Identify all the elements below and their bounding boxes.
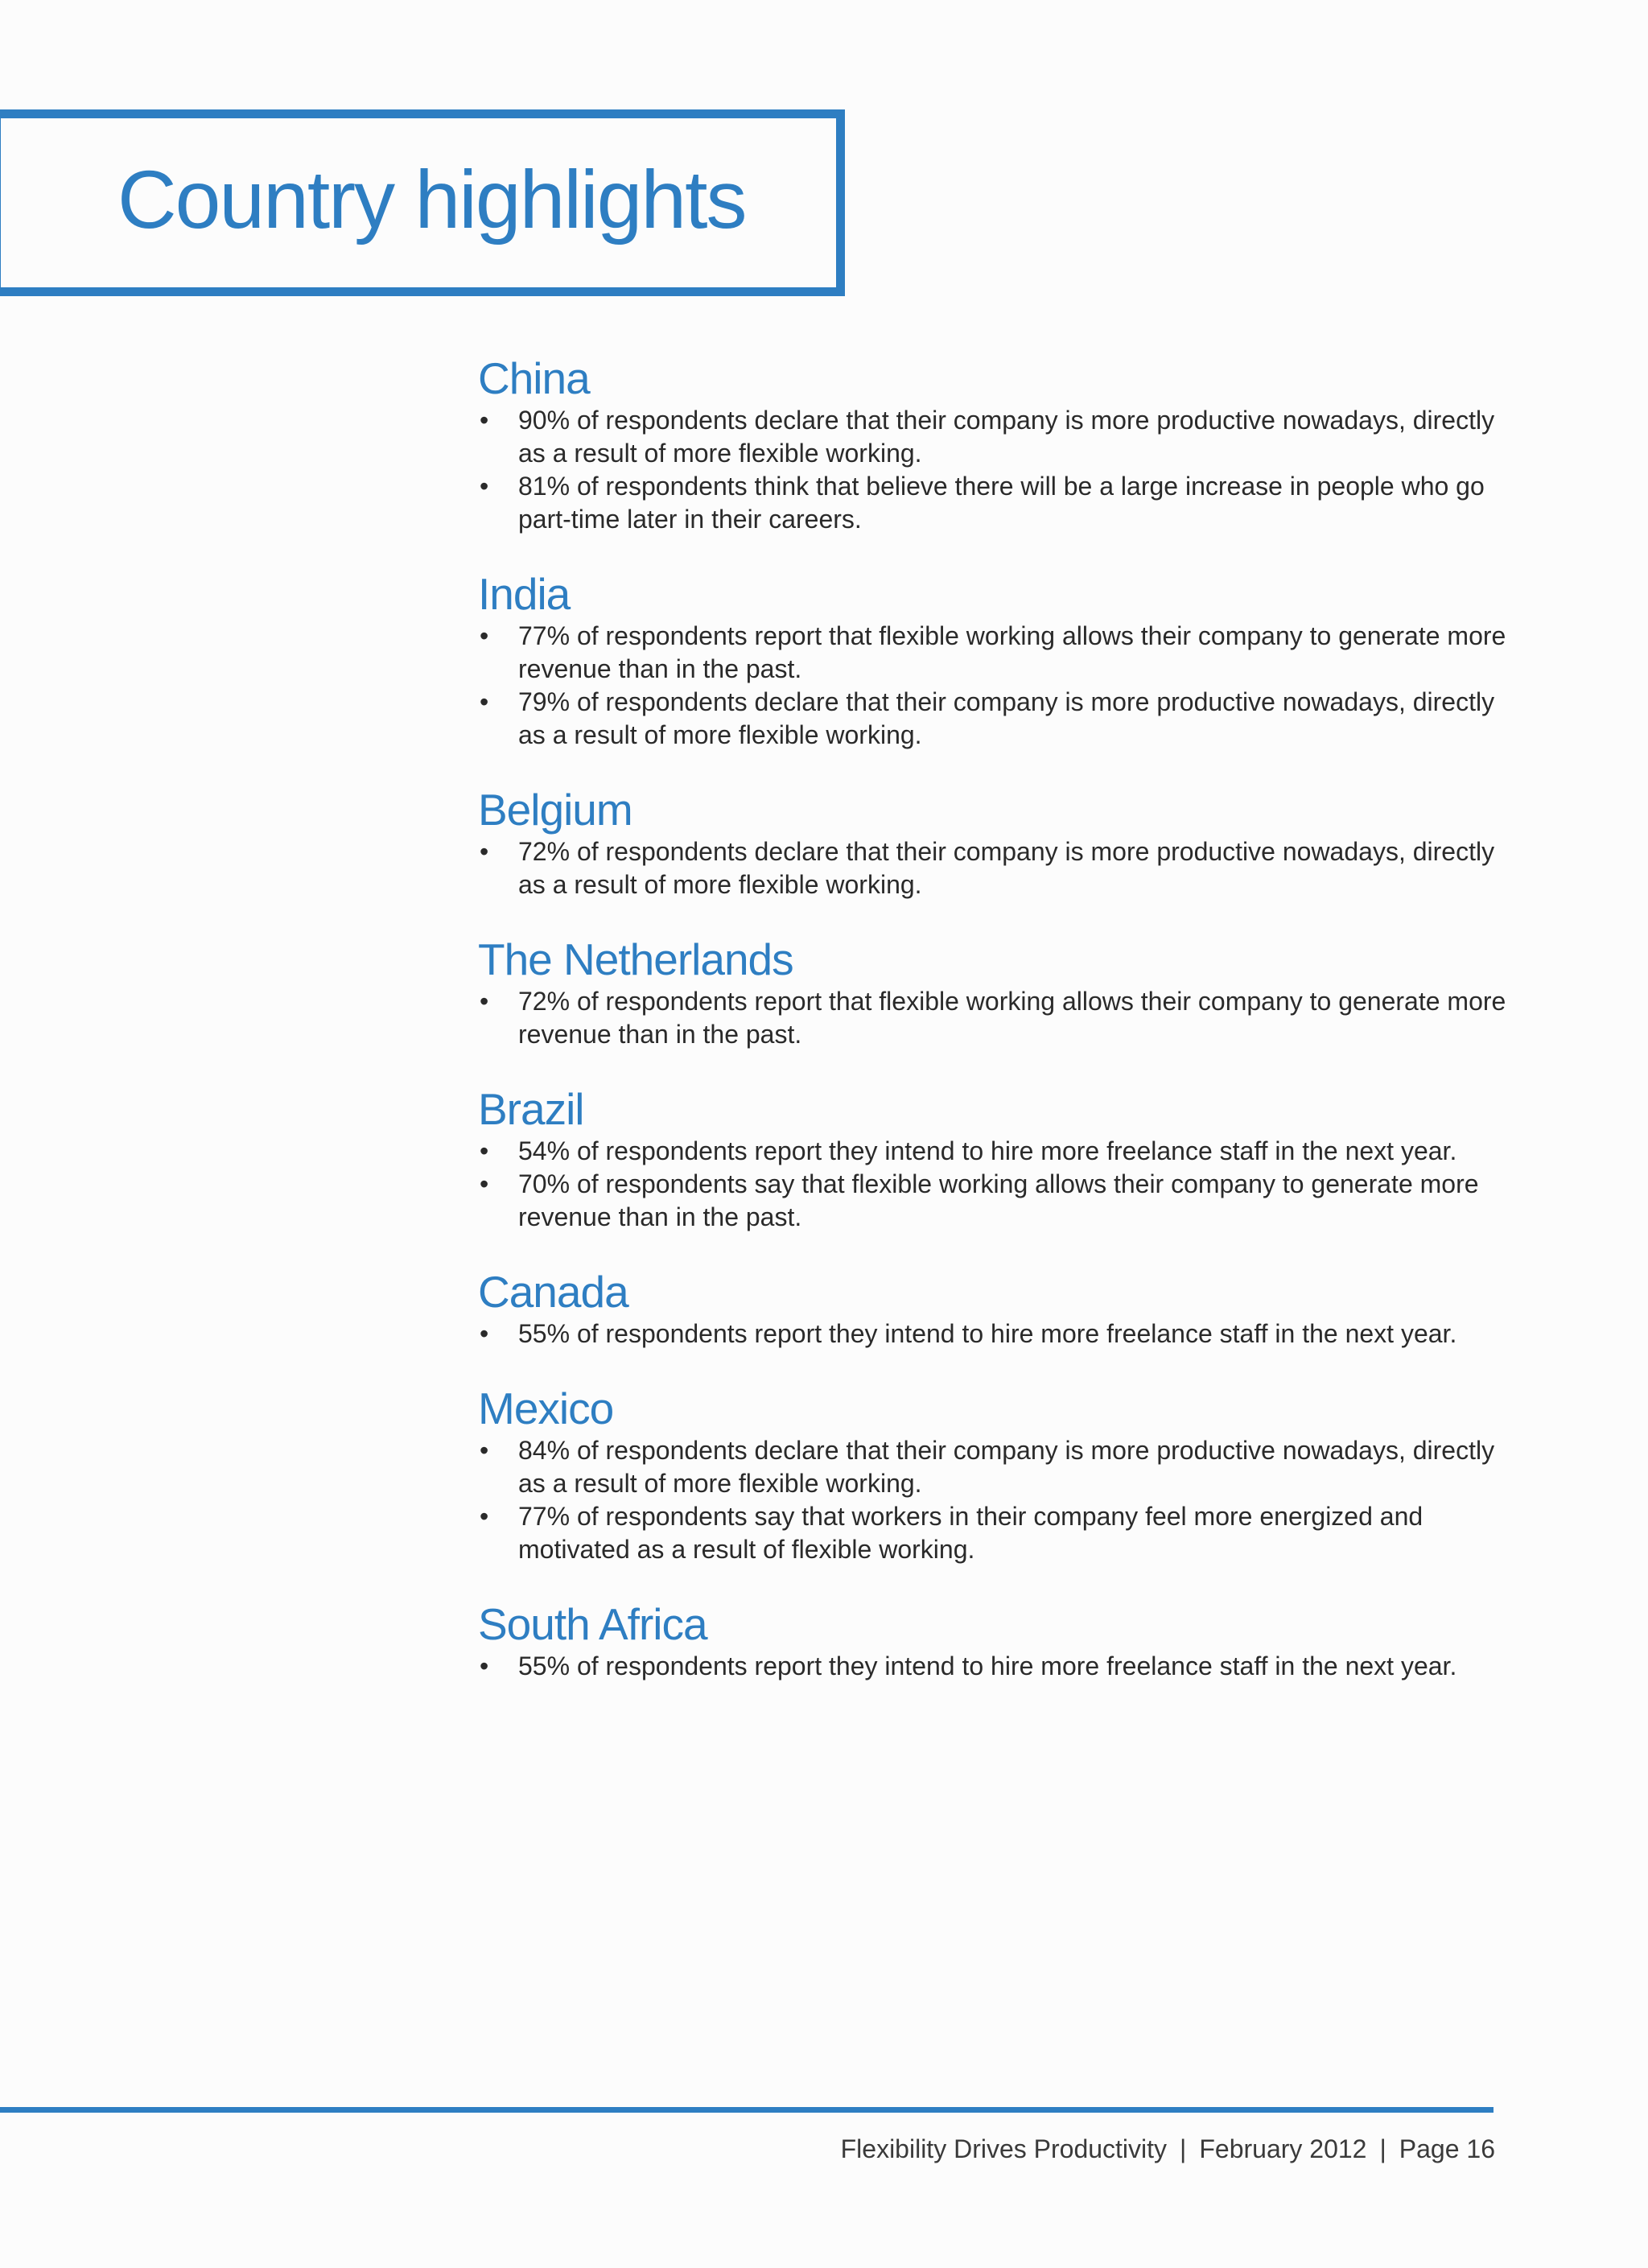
country-highlights-list xyxy=(478,354,1524,1683)
bullet-list xyxy=(478,1434,1524,1566)
country-heading: Brazil xyxy=(478,1084,584,1134)
country-heading: The Netherlands xyxy=(478,934,793,984)
bullet-list xyxy=(478,620,1524,752)
section-brazil xyxy=(478,1085,1524,1234)
list-item: • 55% of respondents report they intend to hire more freelance staff in the next year. xyxy=(478,1650,1524,1683)
footer-separator: | xyxy=(1180,2134,1187,2163)
bullet-list xyxy=(478,835,1524,901)
section-south-africa xyxy=(478,1600,1524,1683)
list-item: • 90% of respondents declare that their company is more productive nowadays, directly as a result of more flexible working. xyxy=(478,404,1524,470)
footer-publication: Flexibility Drives Productivity xyxy=(840,2134,1168,2163)
country-heading: Mexico xyxy=(478,1383,614,1433)
list-item: • 77% of respondents report that flexible working allows their company to generate more revenue than in the past. xyxy=(478,620,1524,686)
section-india xyxy=(478,570,1524,752)
page-footer xyxy=(841,2133,1495,2165)
section-china xyxy=(478,354,1524,536)
bullet-list xyxy=(478,1318,1524,1350)
section-mexico xyxy=(478,1384,1524,1566)
bullet-list xyxy=(478,985,1524,1051)
list-item: • 77% of respondents say that workers in their company feel more energized and motivated as a result of flexible working. xyxy=(478,1500,1524,1566)
section-netherlands xyxy=(478,935,1524,1051)
footer-separator: | xyxy=(1379,2134,1386,2163)
footer-page-number: Page 16 xyxy=(1399,2134,1495,2163)
list-item: • 55% of respondents report they intend to hire more freelance staff in the next year. xyxy=(478,1318,1524,1350)
bullet-list xyxy=(478,1650,1524,1683)
list-item: • 72% of respondents declare that their company is more productive nowadays, directly as a result of more flexible working. xyxy=(478,835,1524,901)
footer-date: February 2012 xyxy=(1199,2134,1367,2163)
country-heading: South Africa xyxy=(478,1599,707,1649)
country-heading: Canada xyxy=(478,1267,628,1317)
page-title: Country highlights xyxy=(117,154,746,245)
footer-divider xyxy=(0,2107,1494,2113)
bullet-list xyxy=(478,1135,1524,1234)
list-item: • 54% of respondents report they intend to hire more freelance staff in the next year. xyxy=(478,1135,1524,1168)
list-item: • 72% of respondents report that flexible working allows their company to generate more revenue than in the past. xyxy=(478,985,1524,1051)
section-canada xyxy=(478,1268,1524,1350)
country-heading: Belgium xyxy=(478,785,632,835)
bullet-list xyxy=(478,404,1524,536)
section-belgium xyxy=(478,786,1524,901)
country-heading: India xyxy=(478,569,571,619)
list-item: • 79% of respondents declare that their company is more productive nowadays, directly as a result of more flexible working. xyxy=(478,686,1524,752)
country-heading: China xyxy=(478,353,590,403)
list-item: • 81% of respondents think that believe there will be a large increase in people who go part-time later in their careers. xyxy=(478,470,1524,536)
list-item: • 70% of respondents say that flexible working allows their company to generate more revenue than in the past. xyxy=(478,1168,1524,1234)
list-item: • 84% of respondents declare that their company is more productive nowadays, directly as a result of more flexible working. xyxy=(478,1434,1524,1500)
